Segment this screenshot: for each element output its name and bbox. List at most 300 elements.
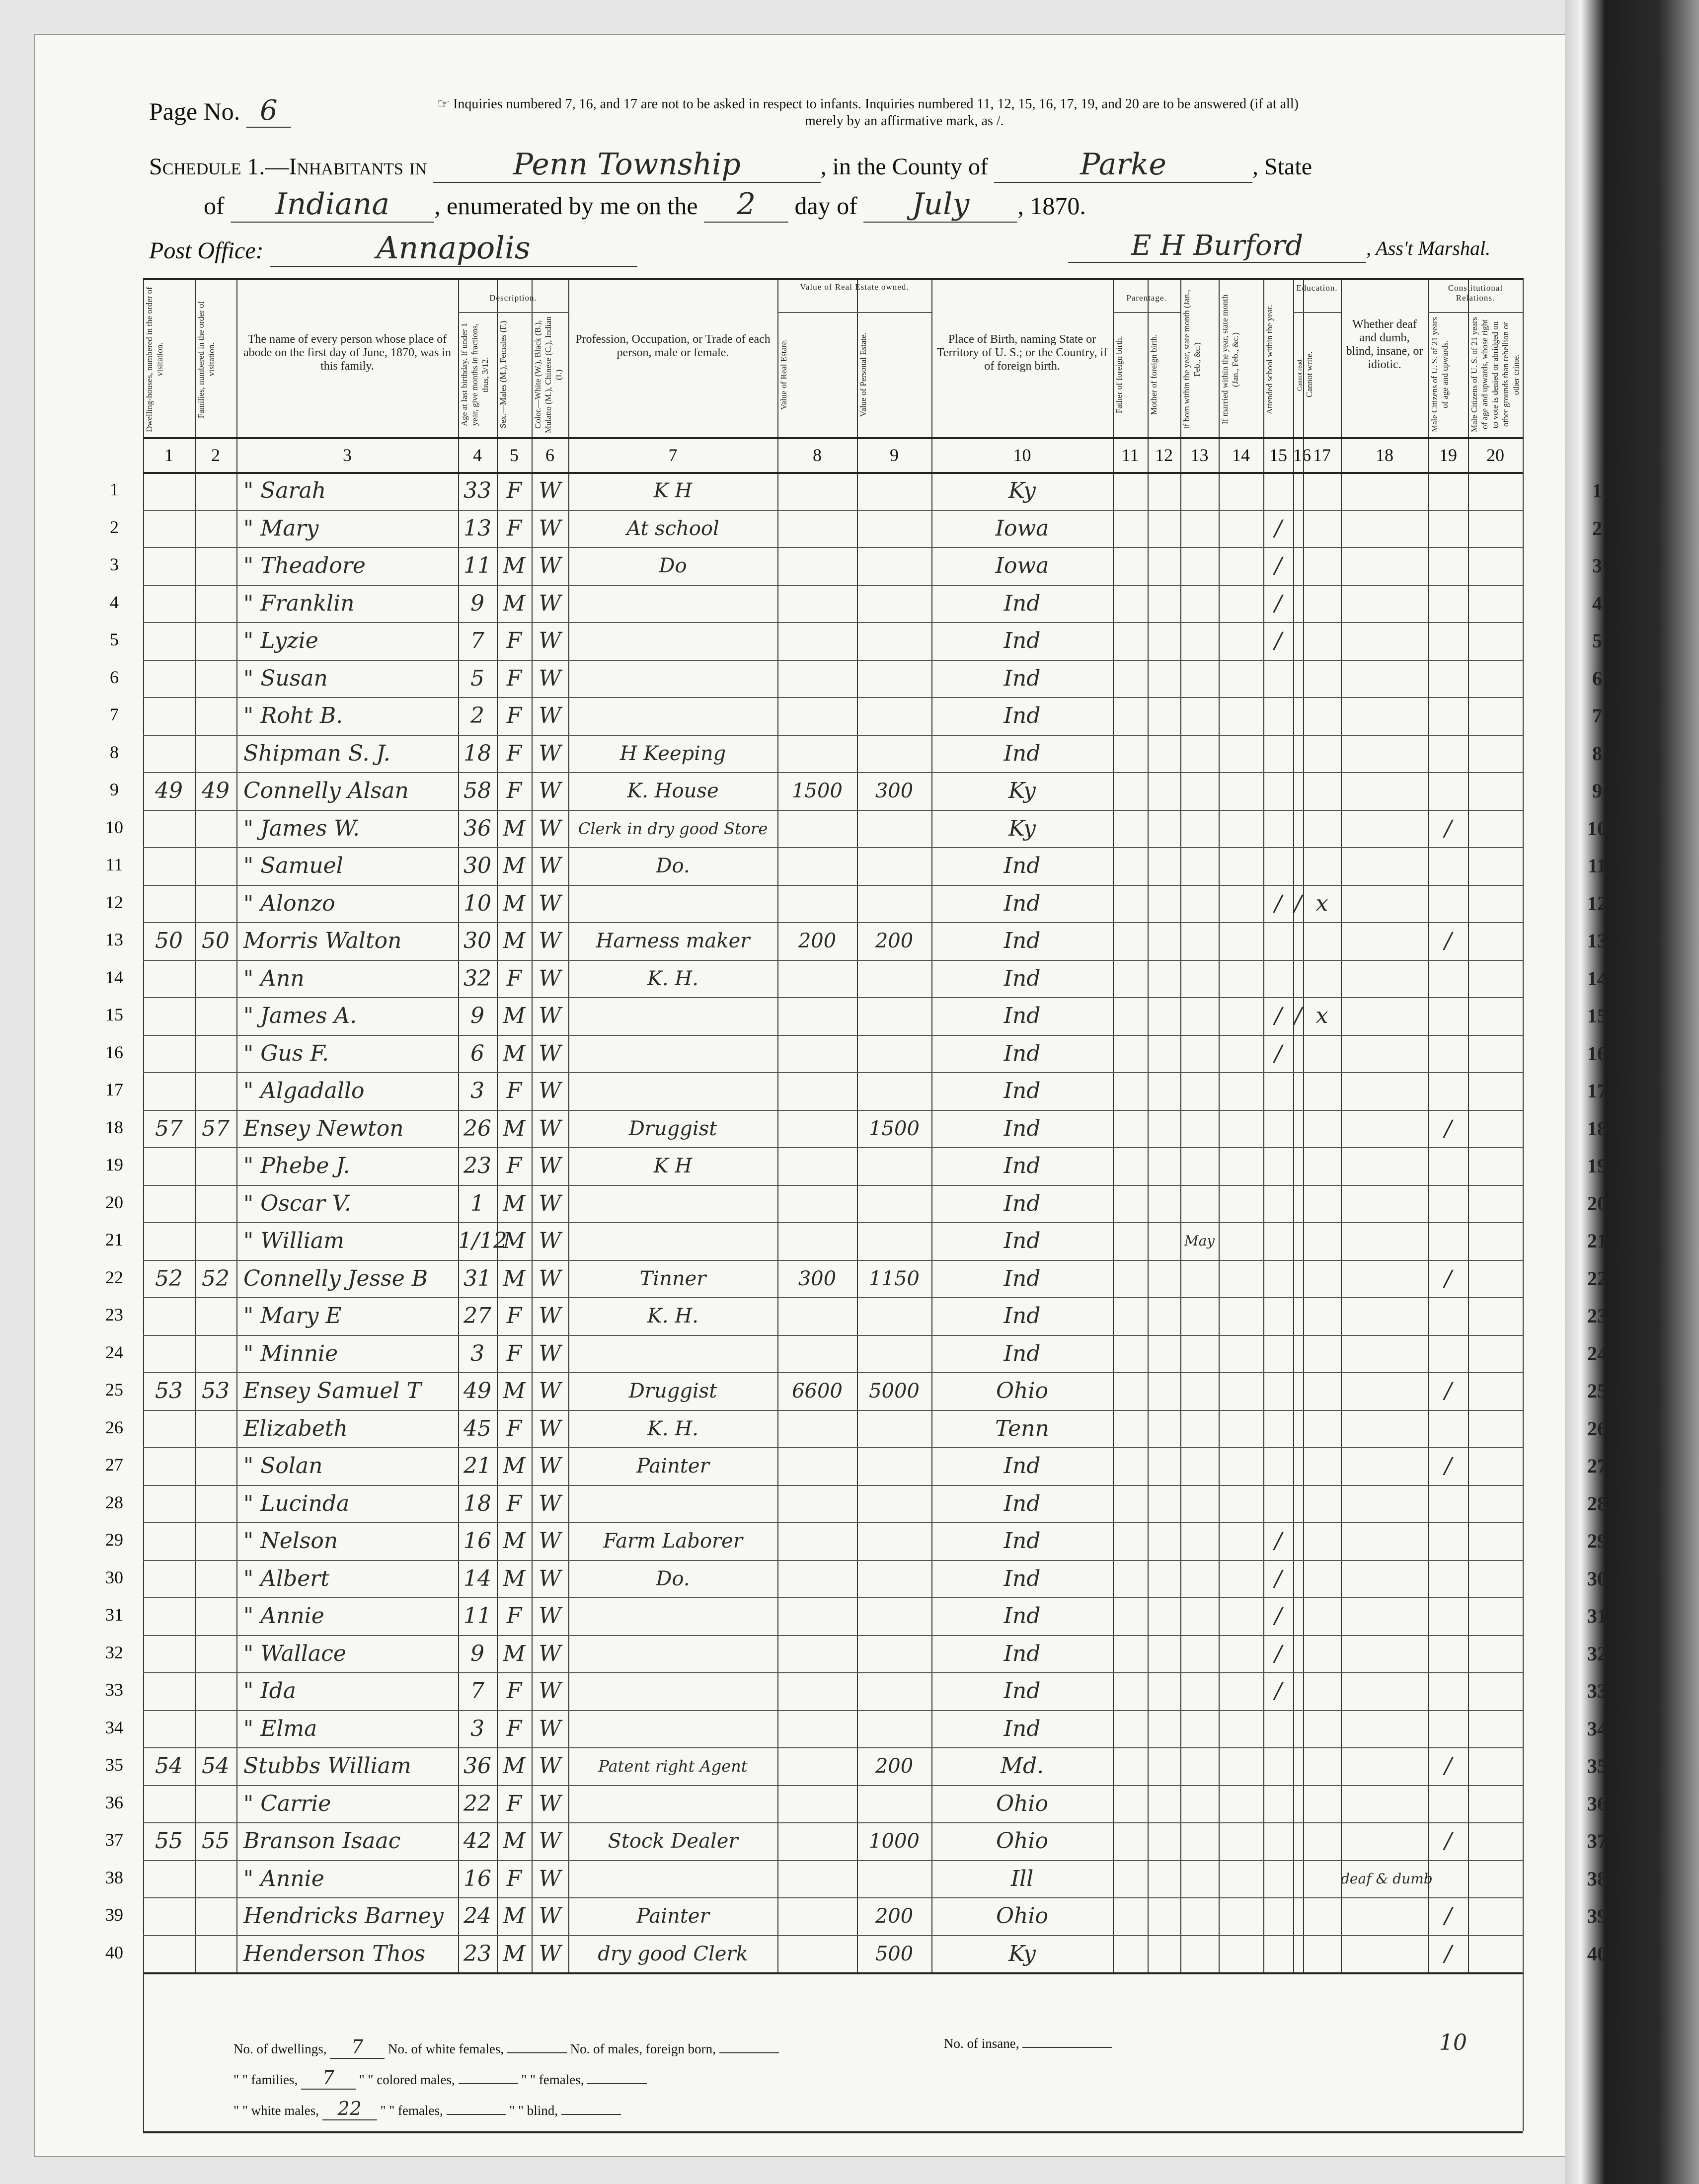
row-number: 13 xyxy=(105,930,123,949)
column-header-13: If born within the year, state month (Jan., Feb., &c.) xyxy=(1182,290,1202,429)
footer-white-males-value: 22 xyxy=(322,2098,377,2120)
right-row-number: 12 xyxy=(1587,892,1607,915)
group-parentage: Parentage. xyxy=(1126,293,1167,303)
cell-name: " Lucinda xyxy=(243,1490,350,1516)
group-education: Education. xyxy=(1296,283,1338,293)
row-number: 31 xyxy=(105,1605,123,1625)
column-header-10: Place of Birth, naming State or Territory of U. S.; or the Country, if of foreign birth. xyxy=(936,333,1108,373)
cell-birth: Ind xyxy=(1004,1528,1041,1554)
cell-cit: / xyxy=(1444,815,1452,841)
row-number: 21 xyxy=(105,1230,123,1249)
cell-sex: F xyxy=(506,1866,522,1891)
footer-families xyxy=(233,2067,647,2090)
right-row-number: 13 xyxy=(1587,930,1607,952)
right-row-number: 17 xyxy=(1587,1080,1607,1102)
cell-sex: F xyxy=(506,1603,522,1629)
cell-sex: F xyxy=(506,1791,522,1816)
cell-occupation: K. H. xyxy=(647,1417,698,1440)
column-number-15: 15 xyxy=(1269,445,1287,465)
cell-cit: / xyxy=(1444,1115,1452,1141)
cell-color: W xyxy=(539,1003,561,1028)
right-row-number: 33 xyxy=(1587,1680,1607,1702)
cell-age: 3 xyxy=(470,1078,484,1103)
cell-name: " Alonzo xyxy=(243,890,335,916)
cell-age: 45 xyxy=(463,1415,491,1441)
cell-sex: M xyxy=(503,1115,526,1141)
row-number: 36 xyxy=(105,1792,123,1812)
cell-sex: F xyxy=(506,1153,522,1178)
cell-name: Branson Isaac xyxy=(243,1828,401,1854)
cell-birth: Ind xyxy=(1004,740,1041,766)
column-number-20: 20 xyxy=(1486,445,1504,465)
cell-age: 23 xyxy=(463,1941,491,1966)
cell-birth: Ky xyxy=(1008,478,1036,503)
cell-dwelling: 57 xyxy=(155,1115,183,1141)
cell-cit: / xyxy=(1444,1265,1452,1291)
cell-color: W xyxy=(539,778,561,803)
cell-read: / xyxy=(1294,1003,1302,1028)
row-number: 10 xyxy=(105,817,123,837)
cell-name: Hendricks Barney xyxy=(243,1903,444,1929)
cell-name: " Albert xyxy=(243,1565,329,1591)
cell-born_month: May xyxy=(1184,1233,1215,1249)
column-number-7: 7 xyxy=(668,445,678,465)
cell-age: 7 xyxy=(470,628,484,653)
cell-sex: M xyxy=(503,890,526,916)
column-number-9: 9 xyxy=(890,445,899,465)
column-header-3: The name of every person whose place of abode on the first day of June, 1870, was in this family. xyxy=(243,333,451,373)
cell-age: 6 xyxy=(470,1040,484,1066)
cell-age: 3 xyxy=(470,1340,484,1366)
column-header-20: Male Citizens of U. S. of 21 years of age and upwards, whose right to vote is denied or abridged on other grounds than rebellion or other crime. xyxy=(1469,317,1521,432)
cell-name: Shipman S. J. xyxy=(243,740,390,766)
column-header-4: Age at last birthday. If under 1 year, give months in fractions, thus, 3/12. xyxy=(460,322,490,427)
cell-birth: Ky xyxy=(1008,815,1036,841)
cell-sex: M xyxy=(503,1228,526,1253)
cell-birth: Ind xyxy=(1004,665,1041,691)
cell-birth: Ind xyxy=(1004,628,1041,653)
cell-school: / xyxy=(1274,1678,1282,1704)
cell-name: " Oscar V. xyxy=(243,1190,351,1216)
cell-color: W xyxy=(539,1791,561,1816)
cell-sex: F xyxy=(506,665,522,691)
cell-age: 22 xyxy=(463,1791,491,1816)
row-number: 37 xyxy=(105,1830,123,1850)
right-row-number: 29 xyxy=(1587,1530,1607,1552)
right-row-number: 15 xyxy=(1587,1005,1607,1027)
cell-name: " Sarah xyxy=(243,478,326,503)
right-row-number: 31 xyxy=(1587,1605,1607,1627)
cell-sex: F xyxy=(506,1078,522,1103)
cell-sex: F xyxy=(506,515,522,541)
column-number-3: 3 xyxy=(343,445,352,465)
cell-sex: F xyxy=(506,1716,522,1741)
year-label: , 1870. xyxy=(1017,192,1086,220)
cell-personal: 300 xyxy=(875,780,914,802)
cell-real: 6600 xyxy=(792,1380,843,1403)
cell-occupation: Patent right Agent xyxy=(598,1757,748,1776)
column-header-6: Color.—White (W.), Black (B.), Mulatto (M.), Chinese (C.), Indian (I.) xyxy=(533,316,563,433)
cell-occupation: Painter xyxy=(636,1455,709,1478)
cell-birth: Ind xyxy=(1004,965,1041,991)
row-number: 14 xyxy=(105,967,123,987)
cell-age: 5 xyxy=(470,665,484,691)
row-number: 33 xyxy=(105,1680,123,1700)
cell-sex: M xyxy=(503,1378,526,1404)
column-header-14: If married within the year, state month (Jan., Feb., &c.) xyxy=(1220,294,1240,425)
cell-birth: Tenn xyxy=(995,1415,1049,1441)
cell-name: " Samuel xyxy=(243,853,343,878)
cell-birth: Ind xyxy=(1004,703,1041,728)
cell-occupation: K H xyxy=(653,1155,693,1177)
cell-real: 200 xyxy=(798,930,837,952)
cell-color: W xyxy=(539,1828,561,1854)
cell-birth: Ind xyxy=(1004,1190,1041,1216)
cell-birth: Ohio xyxy=(996,1903,1048,1929)
row-number: 20 xyxy=(105,1192,123,1212)
cell-dwelling: 55 xyxy=(155,1828,183,1854)
county-label: , in the County of xyxy=(820,154,989,180)
cell-birth: Ind xyxy=(1004,1228,1041,1253)
column-header-9: Value of Personal Estate. xyxy=(858,332,868,417)
cell-age: 9 xyxy=(470,590,484,616)
cell-sex: M xyxy=(503,1941,526,1966)
row-number: 15 xyxy=(105,1005,123,1024)
right-row-number: 19 xyxy=(1587,1155,1607,1177)
cell-sex: M xyxy=(503,1265,526,1291)
cell-deaf: deaf & dumb xyxy=(1341,1870,1433,1887)
right-margin-row-numbers xyxy=(1577,0,1617,2184)
right-row-number: 4 xyxy=(1592,592,1602,615)
cell-sex: M xyxy=(503,815,526,841)
cell-color: W xyxy=(539,965,561,991)
cell-color: W xyxy=(539,740,561,766)
cell-color: W xyxy=(539,553,561,578)
group-real-estate: Value of Real Estate owned. xyxy=(800,282,909,292)
cell-name: " Solan xyxy=(243,1453,323,1479)
cell-school: / xyxy=(1274,1528,1282,1554)
cell-age: 9 xyxy=(470,1640,484,1666)
cell-name: " Elma xyxy=(243,1716,317,1741)
cell-sex: F xyxy=(506,628,522,653)
cell-age: 23 xyxy=(463,1153,491,1178)
cell-occupation: Do. xyxy=(656,1567,690,1590)
cell-cit: / xyxy=(1444,1828,1452,1854)
cell-cit: / xyxy=(1444,1378,1452,1404)
right-row-number: 25 xyxy=(1587,1380,1607,1402)
cell-name: " Gus F. xyxy=(243,1040,329,1066)
cell-name: " William xyxy=(243,1228,344,1253)
right-row-number: 2 xyxy=(1592,517,1602,540)
footer-insane xyxy=(944,2036,1112,2051)
cell-birth: Ohio xyxy=(996,1828,1048,1854)
cell-sex: F xyxy=(506,778,522,803)
cell-birth: Ind xyxy=(1004,1453,1041,1479)
inquiries-note-line-1: ☞ Inquiries numbered 7, 16, and 17 are not to be asked in respect to infants. Inquiries numbered 11, 12, 15, 16, 17, 19, and 20 are to be answered (if at all) xyxy=(437,96,1299,112)
cell-age: 27 xyxy=(463,1303,491,1328)
cell-birth: Ind xyxy=(1004,590,1041,616)
row-number: 27 xyxy=(105,1455,123,1475)
column-header-2: Families, numbered in the order of visitation. xyxy=(196,301,216,418)
cell-occupation: Stock Dealer xyxy=(608,1830,738,1853)
right-row-number: 8 xyxy=(1592,742,1602,765)
cell-sex: M xyxy=(503,1903,526,1929)
cell-color: W xyxy=(539,1415,561,1441)
cell-age: 13 xyxy=(463,515,491,541)
cell-birth: Ind xyxy=(1004,853,1041,878)
row-number: 11 xyxy=(105,855,123,874)
cell-real: 1500 xyxy=(792,780,843,802)
cell-sex: M xyxy=(503,1528,526,1554)
cell-age: 32 xyxy=(463,965,491,991)
cell-sex: M xyxy=(503,928,526,953)
cell-sex: F xyxy=(506,1490,522,1516)
column-number-1: 1 xyxy=(164,445,173,465)
right-row-number: 40 xyxy=(1587,1942,1607,1965)
cell-color: W xyxy=(539,590,561,616)
column-header-17: Cannot write. xyxy=(1305,351,1314,398)
marshal-label: , Ass't Marshal. xyxy=(1366,237,1491,259)
cell-occupation: Druggist xyxy=(628,1117,717,1140)
column-header-15: Attended school within the year. xyxy=(1265,305,1274,414)
column-number-6: 6 xyxy=(545,445,554,465)
of-label: of xyxy=(204,192,225,220)
right-row-number: 1 xyxy=(1592,479,1602,502)
cell-occupation: K. H. xyxy=(647,1305,698,1327)
cell-name: " Ida xyxy=(243,1678,297,1704)
page-number: 6 xyxy=(246,94,291,128)
cell-sex: M xyxy=(503,553,526,578)
cell-name: Connelly Jesse B xyxy=(243,1265,428,1291)
cell-age: 49 xyxy=(463,1378,491,1404)
column-number-4: 4 xyxy=(473,445,482,465)
cell-dwelling: 50 xyxy=(155,928,183,953)
cell-name: " Carrie xyxy=(243,1791,331,1816)
cell-age: 1/12 xyxy=(458,1228,507,1253)
right-row-number: 30 xyxy=(1587,1567,1607,1590)
cell-age: 16 xyxy=(463,1866,491,1891)
cell-color: W xyxy=(539,515,561,541)
cell-color: W xyxy=(539,1453,561,1479)
right-row-number: 36 xyxy=(1587,1792,1607,1815)
cell-sex: F xyxy=(506,1415,522,1441)
cell-name: " Lyzie xyxy=(243,628,318,653)
cell-birth: Ind xyxy=(1004,1153,1041,1178)
row-number: 6 xyxy=(110,667,119,687)
cell-birth: Ohio xyxy=(996,1378,1048,1404)
cell-age: 18 xyxy=(463,740,491,766)
footer-dwellings-label: No. of dwellings, xyxy=(233,2041,327,2056)
column-header-19: Male Citizens of U. S. of 21 years of age and upwards. xyxy=(1430,317,1450,432)
column-header-16: Cannot read. xyxy=(1296,358,1303,391)
cell-age: 14 xyxy=(463,1565,491,1591)
footer-colored-females-label: " " females, xyxy=(380,2103,443,2118)
page-number-label: Page No. 6 xyxy=(149,94,291,128)
right-row-number: 16 xyxy=(1587,1042,1607,1065)
cell-age: 9 xyxy=(470,1003,484,1028)
row-number: 29 xyxy=(105,1530,123,1550)
cell-birth: Md. xyxy=(1000,1753,1044,1779)
cell-age: 21 xyxy=(463,1453,491,1479)
cell-family: 54 xyxy=(202,1753,230,1779)
cell-personal: 500 xyxy=(875,1942,914,1965)
row-number: 34 xyxy=(105,1717,123,1737)
row-number: 16 xyxy=(105,1042,123,1062)
cell-color: W xyxy=(539,1190,561,1216)
cell-school: / xyxy=(1274,1603,1282,1629)
cell-birth: Ind xyxy=(1004,1603,1041,1629)
row-number: 19 xyxy=(105,1155,123,1174)
cell-personal: 200 xyxy=(875,1905,914,1928)
cell-sex: F xyxy=(506,703,522,728)
column-number-19: 19 xyxy=(1439,445,1457,465)
cell-age: 30 xyxy=(463,928,491,953)
cell-occupation: K H xyxy=(653,479,693,502)
cell-name: " James W. xyxy=(243,815,360,841)
cell-color: W xyxy=(539,1115,561,1141)
cell-birth: Ohio xyxy=(996,1791,1048,1816)
cell-age: 3 xyxy=(470,1716,484,1741)
cell-color: W xyxy=(539,928,561,953)
cell-age: 2 xyxy=(470,703,484,728)
cell-school: / xyxy=(1274,515,1282,541)
cell-school: / xyxy=(1274,1565,1282,1591)
column-header-1: Dwelling-houses, numbered in the order of visitation. xyxy=(145,287,164,432)
cell-color: W xyxy=(539,815,561,841)
cell-occupation: dry good Clerk xyxy=(598,1942,748,1965)
row-number: 30 xyxy=(105,1567,123,1587)
cell-color: W xyxy=(539,478,561,503)
cell-cit: / xyxy=(1444,1941,1452,1966)
cell-personal: 1500 xyxy=(869,1117,920,1140)
group-description: Description. xyxy=(489,293,537,303)
cell-school: / xyxy=(1274,628,1282,653)
cell-write: x xyxy=(1315,890,1328,916)
state-label: , State xyxy=(1252,154,1312,180)
cell-birth: Ind xyxy=(1004,1040,1041,1066)
cell-name: " Wallace xyxy=(243,1640,346,1666)
marshal-signature: E H Burford xyxy=(1068,230,1366,263)
cell-sex: M xyxy=(503,1828,526,1854)
cell-age: 36 xyxy=(463,1753,491,1779)
row-number: 4 xyxy=(110,592,119,612)
cell-sex: M xyxy=(503,1640,526,1666)
cell-age: 36 xyxy=(463,815,491,841)
cell-color: W xyxy=(539,853,561,878)
column-number-16: 16 xyxy=(1293,445,1311,465)
cell-color: W xyxy=(539,1153,561,1178)
cell-name: " Nelson xyxy=(243,1528,338,1554)
cell-color: W xyxy=(539,1903,561,1929)
right-row-number: 26 xyxy=(1587,1417,1607,1440)
footer-colored-label: " " colored males, xyxy=(359,2072,455,2087)
cell-birth: Ind xyxy=(1004,928,1041,953)
cell-name: Ensey Newton xyxy=(243,1115,404,1141)
right-row-number: 28 xyxy=(1587,1492,1607,1515)
footer-dwellings-value: 7 xyxy=(330,2036,385,2059)
cell-personal: 1000 xyxy=(869,1830,920,1853)
cell-color: W xyxy=(539,1078,561,1103)
cell-personal: 200 xyxy=(875,930,914,952)
schedule-line xyxy=(149,147,1312,183)
cell-school: / xyxy=(1274,1640,1282,1666)
group-constitutional: Constitutional Relations. xyxy=(1448,283,1503,303)
cell-color: W xyxy=(539,665,561,691)
right-row-number: 27 xyxy=(1587,1455,1607,1477)
cell-name: " Franklin xyxy=(243,590,355,616)
cell-birth: Ind xyxy=(1004,1340,1041,1366)
cell-personal: 200 xyxy=(875,1755,914,1778)
cell-age: 18 xyxy=(463,1490,491,1516)
cell-sex: M xyxy=(503,1040,526,1066)
cell-age: 58 xyxy=(463,778,491,803)
row-number: 39 xyxy=(105,1905,123,1925)
cell-color: W xyxy=(539,890,561,916)
column-number-5: 5 xyxy=(510,445,519,465)
cell-age: 1 xyxy=(470,1190,484,1216)
right-row-number: 21 xyxy=(1587,1230,1607,1252)
column-header-8: Value of Real Estate. xyxy=(779,339,788,410)
cell-family: 55 xyxy=(202,1828,230,1854)
column-number-14: 14 xyxy=(1232,445,1250,465)
row-number: 17 xyxy=(105,1080,123,1099)
right-row-number: 38 xyxy=(1587,1867,1607,1890)
post-office-value: Annapolis xyxy=(270,230,637,267)
marshal-line xyxy=(1068,230,1490,263)
cell-birth: Ind xyxy=(1004,1490,1041,1516)
cell-personal: 5000 xyxy=(869,1380,920,1403)
cell-sex: F xyxy=(506,1303,522,1328)
cell-occupation: H Keeping xyxy=(619,742,726,765)
cell-name: " Roht B. xyxy=(243,703,343,728)
row-number: 7 xyxy=(110,704,119,724)
cell-age: 33 xyxy=(463,478,491,503)
cell-family: 53 xyxy=(202,1378,230,1404)
row-number: 38 xyxy=(105,1867,123,1887)
row-number: 35 xyxy=(105,1755,123,1775)
cell-color: W xyxy=(539,1228,561,1253)
cell-birth: Ky xyxy=(1008,778,1036,803)
row-number: 2 xyxy=(110,517,119,537)
cell-birth: Ky xyxy=(1008,1941,1036,1966)
row-number: 18 xyxy=(105,1117,123,1137)
cell-color: W xyxy=(539,1678,561,1704)
column-number-12: 12 xyxy=(1155,445,1173,465)
footer-families-label: " " families, xyxy=(233,2072,298,2087)
cell-name: " Annie xyxy=(243,1603,324,1629)
state-value: Indiana xyxy=(231,187,434,223)
right-row-number: 11 xyxy=(1588,855,1607,877)
cell-occupation: Harness maker xyxy=(596,930,750,952)
right-row-number: 24 xyxy=(1587,1342,1607,1365)
cell-age: 11 xyxy=(463,1603,491,1629)
cell-occupation: K. House xyxy=(627,780,719,802)
cell-occupation: Clerk in dry good Store xyxy=(578,819,768,838)
cell-color: W xyxy=(539,1378,561,1404)
cell-name: " Phebe J. xyxy=(243,1153,350,1178)
right-row-number: 6 xyxy=(1592,667,1602,690)
cell-color: W xyxy=(539,1866,561,1891)
cell-birth: Ind xyxy=(1004,1716,1041,1741)
cell-sex: M xyxy=(503,590,526,616)
post-office-line xyxy=(149,230,637,267)
state-line xyxy=(204,187,1086,223)
cell-name: " James A. xyxy=(243,1003,357,1028)
cell-dwelling: 49 xyxy=(155,778,183,803)
cell-age: 10 xyxy=(463,890,491,916)
footer-dwellings xyxy=(233,2036,779,2059)
cell-name: " Algadallo xyxy=(243,1078,365,1103)
